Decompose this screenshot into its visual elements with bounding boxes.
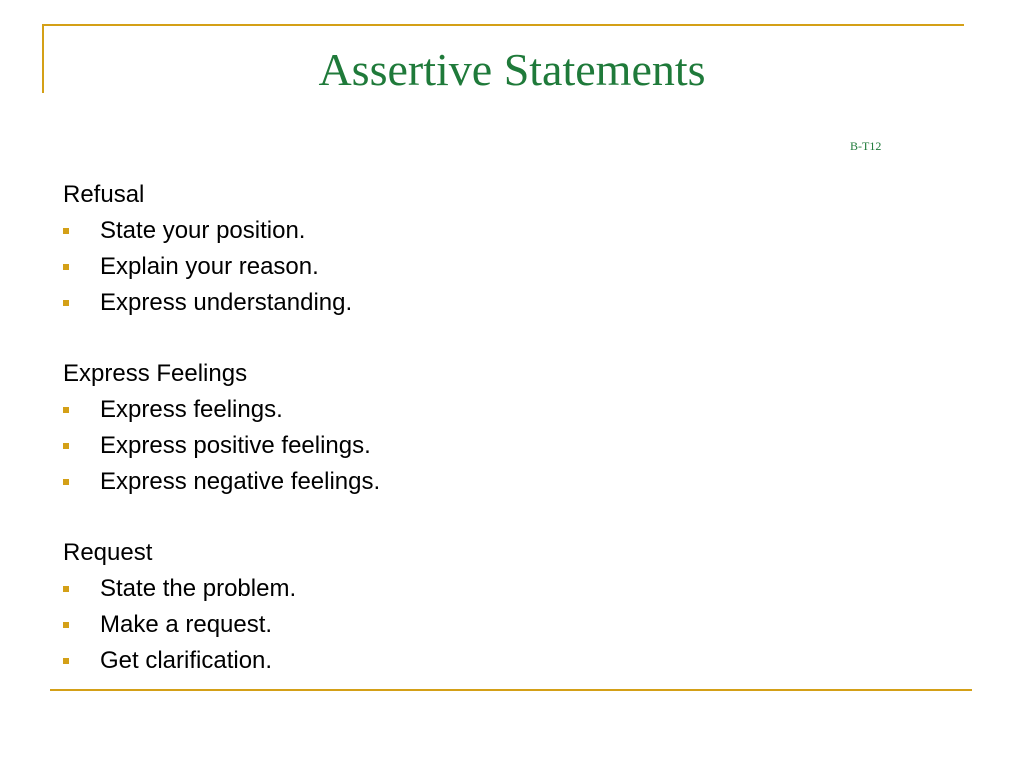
section-heading: Request	[63, 539, 153, 566]
section-request	[63, 535, 943, 679]
list-item	[63, 392, 943, 428]
list-item-text: Express feelings.	[100, 396, 283, 423]
square-bullet-icon	[63, 479, 69, 485]
list-item-text: Get clarification.	[100, 647, 273, 674]
square-bullet-icon	[63, 228, 69, 234]
square-bullet-icon	[63, 264, 69, 270]
list-item	[63, 285, 943, 321]
square-bullet-icon	[63, 586, 69, 592]
square-bullet-icon	[63, 300, 69, 306]
list-item-text: State the problem.	[100, 575, 297, 602]
list-item	[63, 464, 943, 500]
list-item	[63, 249, 943, 285]
frame-bottom-line	[50, 689, 972, 691]
list-item-text: Make a request.	[100, 611, 273, 638]
list-item	[63, 571, 943, 607]
list-item-text: Explain your reason.	[100, 253, 319, 280]
section-express-feelings	[63, 356, 943, 500]
frame-top-line	[42, 24, 964, 26]
square-bullet-icon	[63, 622, 69, 628]
slide-content	[63, 177, 943, 679]
list-item-text: Express understanding.	[100, 289, 353, 316]
list-item-text: State your position.	[100, 217, 306, 244]
section-heading: Express Feelings	[63, 360, 248, 387]
list-item	[63, 213, 943, 249]
square-bullet-icon	[63, 443, 69, 449]
section-refusal	[63, 177, 943, 321]
list-item-text: Express negative feelings.	[100, 468, 381, 495]
square-bullet-icon	[63, 658, 69, 664]
list-item	[63, 643, 943, 679]
slide-title: Assertive Statements	[318, 44, 706, 95]
slide-code: B-T12	[850, 139, 882, 153]
square-bullet-icon	[63, 407, 69, 413]
section-heading: Refusal	[63, 181, 145, 208]
list-item	[63, 428, 943, 464]
list-item	[63, 607, 943, 643]
list-item-text: Express positive feelings.	[100, 432, 371, 459]
